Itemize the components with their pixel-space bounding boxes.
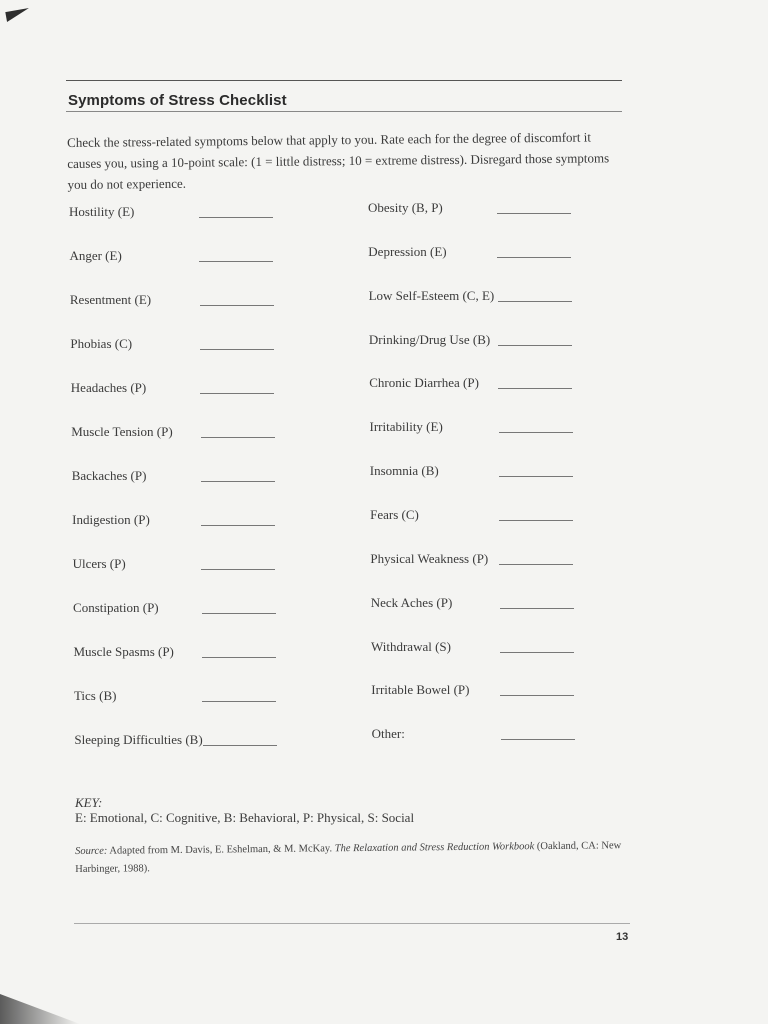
rating-blank[interactable] (199, 217, 273, 218)
rating-blank[interactable] (202, 701, 276, 702)
rating-blank[interactable] (201, 525, 275, 526)
symptom-label: Other: (371, 726, 405, 742)
symptom-label: Low Self-Esteem (C, E) (368, 287, 495, 303)
source-book-title: The Relaxation and Stress Reduction Workbook (334, 841, 535, 855)
symptom-label: Backaches (P) (71, 468, 147, 483)
top-rule (66, 80, 622, 81)
symptom-label: Constipation (P) (73, 600, 159, 615)
symptom-label: Withdrawal (S) (371, 638, 451, 654)
rating-blank[interactable] (201, 569, 275, 570)
rating-blank[interactable] (200, 349, 274, 350)
source-citation (75, 837, 635, 879)
symptom-label: Hostility (E) (69, 204, 135, 219)
rating-blank[interactable] (500, 608, 574, 609)
symptom-label: Irritability (E) (369, 419, 443, 435)
symptom-label: Anger (E) (69, 248, 122, 263)
symptom-label: Sleeping Difficulties (B) (74, 732, 203, 747)
rating-blank[interactable] (498, 345, 572, 346)
rating-blank[interactable] (201, 481, 275, 482)
page-title: Symptoms of Stress Checklist (68, 92, 287, 109)
rating-blank[interactable] (202, 657, 276, 658)
page-number: 13 (616, 931, 629, 943)
bottom-rule (74, 923, 630, 924)
symptom-label: Headaches (P) (70, 380, 147, 395)
symptom-label: Obesity (B, P) (368, 200, 443, 215)
symptom-label: Phobias (C) (70, 336, 133, 351)
symptom-label: Indigestion (P) (72, 512, 150, 527)
source-text-1: Adapted from M. Davis, E. Eshelman, & M. McKay. (109, 843, 333, 857)
rating-blank[interactable] (200, 393, 274, 394)
symptom-label: Muscle Tension (P) (71, 424, 173, 439)
rating-blank[interactable] (499, 564, 573, 565)
symptom-label: Muscle Spasms (P) (73, 644, 174, 659)
rating-blank[interactable] (499, 520, 573, 521)
key-text: E: Emotional, C: Cognitive, B: Behavioral, P: Physical, S: Social (75, 810, 415, 825)
symptom-label: Depression (E) (368, 243, 447, 259)
source-label: Source: (75, 845, 108, 857)
rating-blank[interactable] (500, 695, 574, 696)
scan-corner-mark (5, 8, 30, 22)
rating-blank[interactable] (200, 305, 274, 306)
rating-blank[interactable] (199, 261, 273, 262)
key-label: KEY: (75, 795, 103, 810)
rating-blank[interactable] (498, 301, 572, 302)
source-text-2: (Oakland, CA: New Harbinger, 1988). (75, 840, 622, 875)
symptom-label: Fears (C) (370, 506, 419, 522)
symptom-label: Chronic Diarrhea (P) (369, 375, 479, 391)
rating-blank[interactable] (203, 745, 277, 746)
scan-shadow (0, 994, 80, 1024)
rating-blank[interactable] (499, 476, 573, 477)
symptom-label: Ulcers (P) (72, 556, 126, 571)
instructions-paragraph: Check the stress-related symptoms below that apply to you. Rate each for the degree of discomfort it causes you, using a 10-point scale: (1 = little distress; 10 = extreme distress). Disregard those symptoms you do not experience. (67, 129, 610, 192)
symptom-label: Insomnia (B) (369, 463, 439, 479)
rating-blank[interactable] (201, 437, 275, 438)
rating-blank[interactable] (499, 432, 573, 433)
rating-blank[interactable] (501, 739, 575, 740)
title-rule (66, 111, 622, 112)
rating-blank[interactable] (497, 213, 571, 214)
symptom-label: Resentment (E) (69, 292, 152, 307)
rating-blank[interactable] (202, 613, 276, 614)
symptom-label: Tics (B) (73, 688, 117, 703)
rating-blank[interactable] (500, 652, 574, 653)
symptom-label: Neck Aches (P) (370, 594, 453, 610)
rating-blank[interactable] (497, 257, 571, 258)
symptom-label: Irritable Bowel (P) (371, 682, 470, 698)
symptom-label: Drinking/Drug Use (B) (368, 331, 491, 347)
symptom-label: Physical Weakness (P) (370, 550, 489, 566)
rating-blank[interactable] (498, 388, 572, 389)
